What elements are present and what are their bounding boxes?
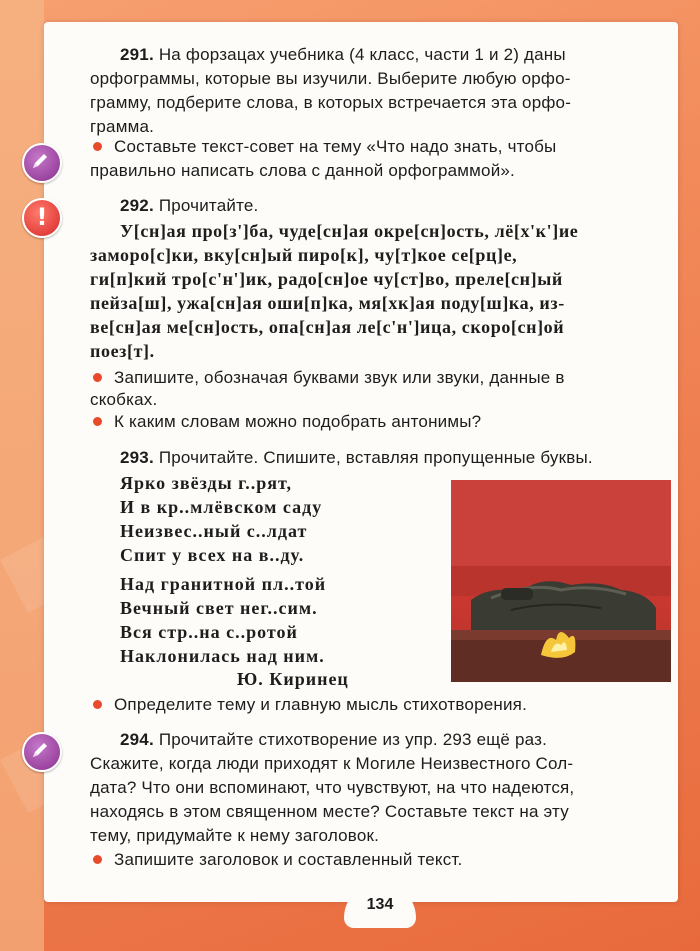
- exercise-294-line: Скажите, когда люди приходят к Могиле Неизвестного Сол-: [90, 754, 574, 773]
- exercise-292-heading: 292. Прочитайте.: [120, 196, 259, 215]
- exercise-number: 291.: [120, 45, 154, 64]
- bullet-icon: [93, 700, 102, 709]
- exercise-number: 293.: [120, 448, 154, 467]
- exercise-292-text-line: ги[п]кий тро[с'н']ик, радо[сн]ое чу[ст]во, преле[сн]ый: [90, 269, 563, 289]
- exercise-292-text-line: У[сн]ая про[з']ба, чуде[сн]ая окре[сн]ость, лё[х'к']ие: [120, 221, 579, 241]
- poem-line: Ярко звёзды г..рят,: [120, 473, 293, 493]
- exercise-291-line: грамму, подберите слова, в которых встречается эта орфо-: [90, 93, 572, 112]
- poem-author: Ю. Киринец: [237, 669, 349, 689]
- bullet-icon: [93, 417, 102, 426]
- exercise-number: 292.: [120, 196, 154, 215]
- exercise-294-task: Запишите заголовок и составленный текст.: [93, 848, 462, 872]
- exercise-292-task: скобках.: [90, 390, 158, 409]
- poem-line: Наклонилась над ним.: [120, 646, 325, 666]
- exercise-294-line: находясь в этом священном месте? Составьте текст на эту: [90, 802, 569, 821]
- exercise-291-task: Составьте текст-совет на тему «Что надо знать, чтобы: [93, 135, 556, 159]
- bullet-icon: [93, 855, 102, 864]
- bullet-icon: [93, 373, 102, 382]
- exercise-292-text-line: поез[т].: [90, 341, 155, 361]
- exercise-291-line: орфограммы, которые вы изучили. Выберите любую орфо-: [90, 69, 571, 88]
- poem-line: И в кр..млёвском саду: [120, 497, 323, 517]
- exercise-294-line: тему, придумайте к нему заголовок.: [90, 826, 380, 845]
- pencil-marker-icon: [22, 143, 62, 183]
- exercise-291-line: грамма.: [90, 117, 155, 136]
- eternal-flame-photo: [451, 480, 671, 682]
- poem-line: Неизвес..ный с..лдат: [120, 521, 308, 541]
- poem-line: Вечный свет нег..сим.: [120, 598, 318, 618]
- bullet-icon: [93, 142, 102, 151]
- exercise-291-line: 291. На форзацах учебника (4 класс, части 1 и 2) даны: [120, 45, 566, 64]
- attention-marker-icon: !: [22, 198, 62, 238]
- poem-line: Вся стр..на с..ротой: [120, 622, 298, 642]
- page-number: 134: [344, 882, 416, 928]
- exercise-292-text-line: ве[сн]ая ме[сн]ость, опа[сн]ая ле[с'н']ица, скоро[сн]ой: [90, 317, 565, 337]
- exercise-number: 294.: [120, 730, 154, 749]
- exercise-292-text-line: пейза[ш], ужа[сн]ая оши[п]ка, мя[хк]ая поду[ш]ка, из-: [90, 293, 565, 313]
- poem-line: Над гранитной пл..той: [120, 574, 327, 594]
- exercise-292-text-line: заморо[с]ки, вку[сн]ый пиро[к], чу[т]кое се[рц]е,: [90, 245, 518, 265]
- exercise-291-task: правильно написать слова с данной орфограммой».: [90, 161, 515, 180]
- exercise-292-task: Запишите, обозначая буквами звук или звуки, данные в: [93, 366, 565, 390]
- exercise-292-task: К каким словам можно подобрать антонимы?: [93, 410, 481, 434]
- exercise-293-task: Определите тему и главную мысль стихотворения.: [93, 693, 527, 717]
- exercise-293-heading: 293. Прочитайте. Спишите, вставляя пропущенные буквы.: [120, 448, 593, 467]
- exercise-294-line: 294. Прочитайте стихотворение из упр. 293 ещё раз.: [120, 730, 548, 749]
- exercise-294-line: дата? Что они вспоминают, что чувствуют, на что надеются,: [90, 778, 575, 797]
- pencil-marker-icon: [22, 732, 62, 772]
- poem-line: Спит у всех на в..ду.: [120, 545, 305, 565]
